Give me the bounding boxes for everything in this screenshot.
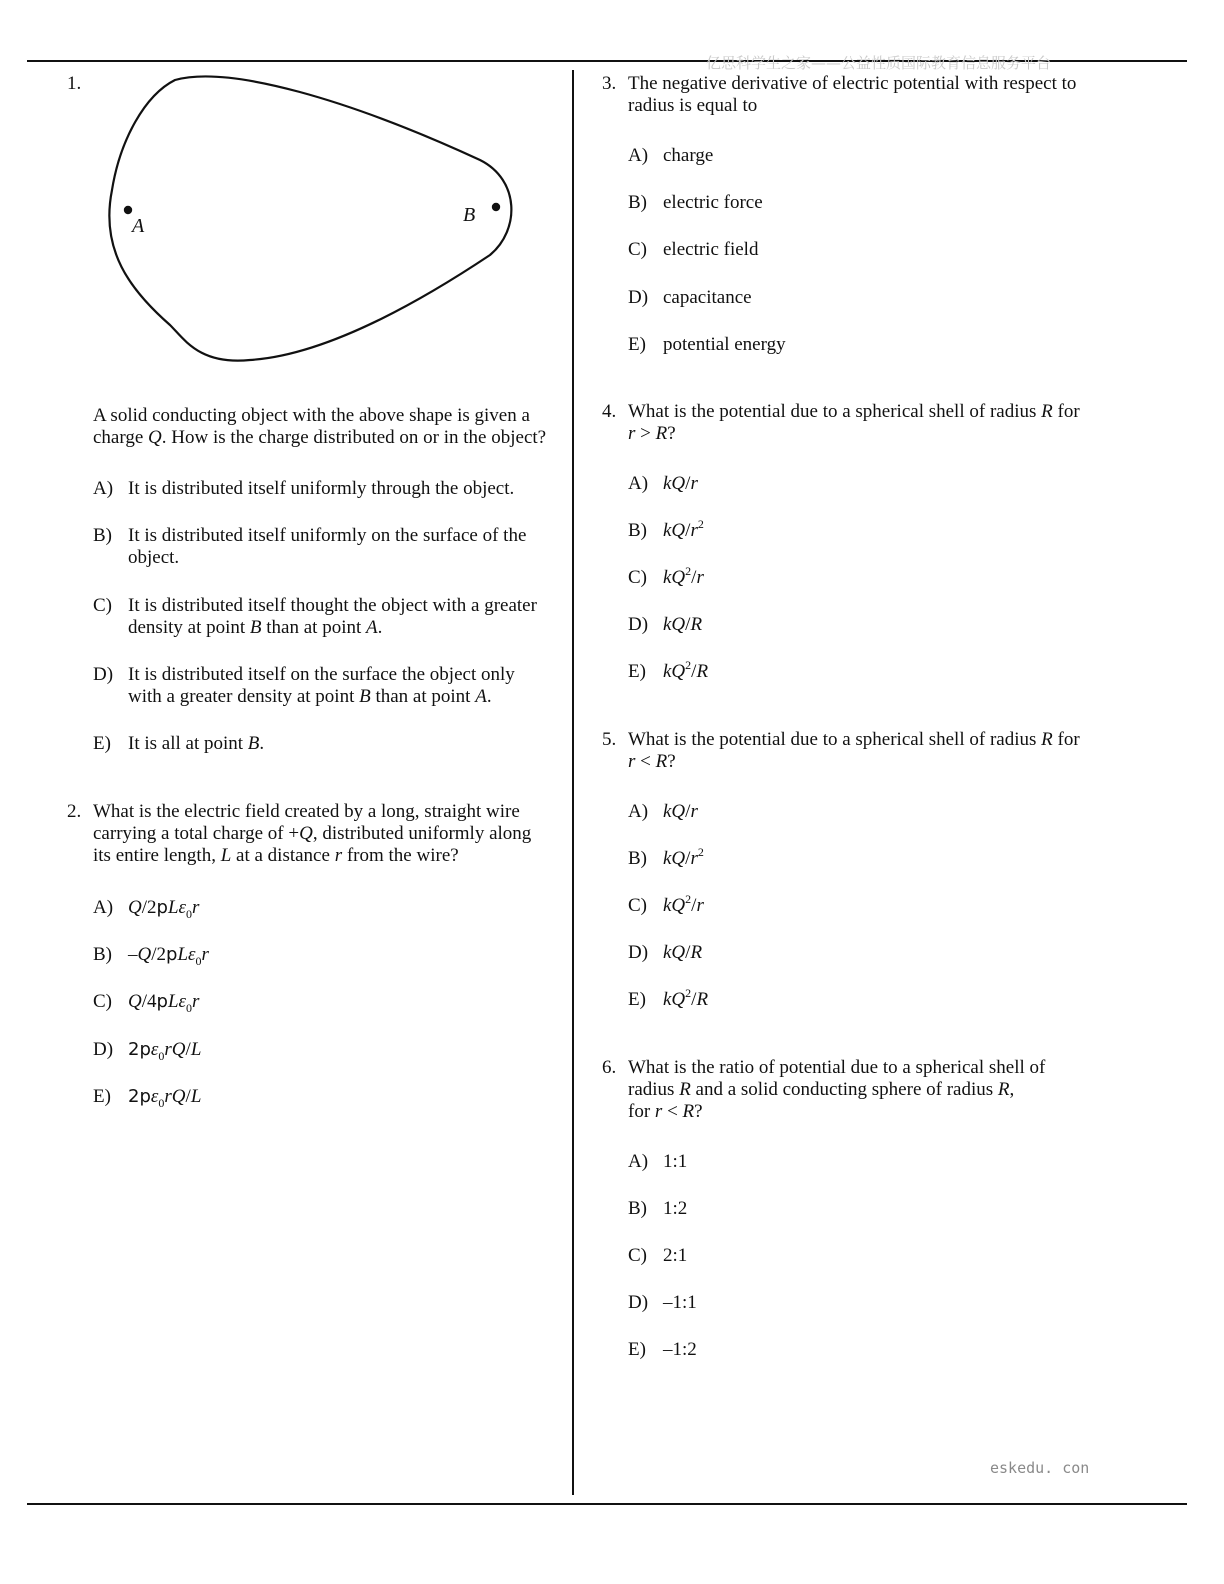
conductor-outline <box>109 77 511 361</box>
q3-number: 3. <box>602 73 617 94</box>
q3-option-e[interactable]: E) potential energy <box>628 334 786 355</box>
q1-stem: A solid conducting object with the above shape is given a charge Q. How is the charge distributed on or in the object? <box>93 405 547 448</box>
q4-option-b[interactable]: B) $kQ/r^2$ <box>628 517 704 541</box>
q5-option-a[interactable]: A) kQ/r <box>628 801 698 822</box>
q5-number: 5. <box>602 729 617 750</box>
point-a-dot <box>124 206 132 214</box>
q6-option-b[interactable]: B) 1:2 <box>628 1198 688 1219</box>
point-b-dot <box>492 203 500 211</box>
column-divider <box>572 70 574 1495</box>
q4-option-a[interactable]: A) kQ/r <box>628 473 698 494</box>
q4-number: 4. <box>602 401 617 422</box>
bottom-rule <box>27 1503 1187 1505</box>
q2-stem: What is the electric field created by a long, straight wire carrying a total charge of +Q, distributed uniformly along its entire length, L at a distance r from the wire? <box>93 801 532 866</box>
q4-option-e[interactable]: E) $kQ^2/R$ <box>628 658 709 682</box>
label-a: A <box>132 215 145 237</box>
q5-option-b[interactable]: B) $kQ/r^2$ <box>628 845 704 869</box>
q3-option-d[interactable]: D) capacitance <box>628 287 752 308</box>
q2-option-a[interactable]: A) Q/2pLε$_0$r <box>93 897 200 921</box>
q6-option-d[interactable]: D) –1:1 <box>628 1292 697 1313</box>
q1-option-d[interactable]: D) It is distributed itself on the surface the object only with a greater density at point B than at point A. <box>93 664 515 707</box>
q4-option-d[interactable]: D) kQ/R <box>628 614 703 635</box>
q1-number: 1. <box>67 73 82 94</box>
footer-site: eskedu. con <box>990 1459 1090 1477</box>
label-b: B <box>463 204 476 226</box>
q4-option-c[interactable]: C) $kQ^2/r$ <box>628 564 704 588</box>
q5-option-e[interactable]: E) $kQ^2/R$ <box>628 986 709 1010</box>
q3-option-c[interactable]: C) electric field <box>628 239 759 260</box>
conductor-figure <box>100 70 530 370</box>
q6-option-a[interactable]: A) 1:1 <box>628 1151 688 1172</box>
q5-option-d[interactable]: D) kQ/R <box>628 942 703 963</box>
q5-stem: What is the potential due to a spherical shell of radius R for r < R? <box>628 729 1080 772</box>
q2-option-e[interactable]: E) $2p\varepsilon_0rQ/L$ <box>93 1086 202 1110</box>
q2-option-b[interactable]: B) –Q/2pLε$_0$r <box>93 944 209 968</box>
q2-option-c[interactable]: C) Q/4pLε$_0$r <box>93 991 200 1015</box>
q3-stem: The negative derivative of electric potential with respect to radius is equal to <box>628 73 1077 116</box>
q1-option-a[interactable]: A) It is distributed itself uniformly through the object. <box>93 478 515 499</box>
watermark: 亿思科学生之家——公益性质国际教育信息服务平台 <box>706 54 1052 72</box>
q2-number: 2. <box>67 801 82 822</box>
q6-option-e[interactable]: E) –1:2 <box>628 1339 697 1360</box>
q6-option-c[interactable]: C) 2:1 <box>628 1245 688 1266</box>
q1-option-e[interactable]: E) It is all at point B. <box>93 733 265 754</box>
q3-option-a[interactable]: A) charge <box>628 145 714 166</box>
q2-option-d[interactable]: D) $2p\varepsilon_0rQ/L$ <box>93 1039 202 1063</box>
q6-stem: What is the ratio of potential due to a spherical shell of radius R and a solid conducting sphere of radius R, for r < R? <box>628 1057 1046 1122</box>
q6-number: 6. <box>602 1057 617 1078</box>
q1-option-b[interactable]: B) It is distributed itself uniformly on the surface of the object. <box>93 525 527 568</box>
q1-option-c[interactable]: C) It is distributed itself thought the object with a greater density at point B than at point A. <box>93 595 537 638</box>
q4-stem: What is the potential due to a spherical shell of radius R for r > R? <box>628 401 1080 444</box>
q5-option-c[interactable]: C) $kQ^2/r$ <box>628 892 704 916</box>
q3-option-b[interactable]: B) electric force <box>628 192 763 213</box>
